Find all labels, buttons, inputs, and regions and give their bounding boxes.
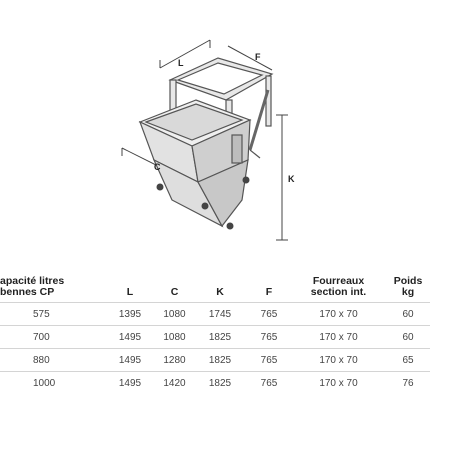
table-row xyxy=(0,349,430,372)
cell-fourreaux: 170 x 70 xyxy=(291,326,386,349)
cell-poids: 65 xyxy=(386,349,430,372)
header-k: K xyxy=(216,286,224,298)
table-row xyxy=(0,303,430,326)
cell-capacity: 880 xyxy=(0,349,104,372)
cell-f: 765 xyxy=(247,349,291,372)
header-fourreaux: Fourreaux section int. xyxy=(310,275,367,298)
skip-illustration xyxy=(110,30,310,245)
cell-f: 765 xyxy=(247,303,291,326)
header-poids: Poids kg xyxy=(393,275,423,298)
table-header-row xyxy=(0,274,430,303)
cell-l: 1495 xyxy=(104,326,156,349)
cell-l: 1395 xyxy=(104,303,156,326)
skip-technical-drawing xyxy=(110,30,310,245)
cell-k: 1825 xyxy=(193,349,247,372)
cell-poids: 60 xyxy=(386,326,430,349)
header-f: F xyxy=(265,286,273,298)
header-c: C xyxy=(170,286,179,298)
dimension-label-f: F xyxy=(255,52,261,62)
cell-c: 1080 xyxy=(156,326,193,349)
cell-k: 1825 xyxy=(193,326,247,349)
cell-c: 1080 xyxy=(156,303,193,326)
cell-f: 765 xyxy=(247,372,291,395)
cell-f: 765 xyxy=(247,326,291,349)
cell-c: 1420 xyxy=(156,372,193,395)
cell-fourreaux: 170 x 70 xyxy=(291,303,386,326)
cell-c: 1280 xyxy=(156,349,193,372)
header-l: L xyxy=(126,286,134,298)
table-row xyxy=(0,372,430,395)
dimension-label-l: L xyxy=(178,58,184,68)
dimension-label-c: C xyxy=(154,162,161,172)
header-capacity: apacité litres bennes CP xyxy=(0,275,65,298)
cell-poids: 76 xyxy=(386,372,430,395)
table-row xyxy=(0,326,430,349)
cell-k: 1825 xyxy=(193,372,247,395)
cell-l: 1495 xyxy=(104,349,156,372)
cell-fourreaux: 170 x 70 xyxy=(291,372,386,395)
cell-capacity: 1000 xyxy=(0,372,104,395)
cell-poids: 60 xyxy=(386,303,430,326)
cell-k: 1745 xyxy=(193,303,247,326)
cell-fourreaux: 170 x 70 xyxy=(291,349,386,372)
cell-capacity: 575 xyxy=(0,303,104,326)
cell-l: 1495 xyxy=(104,372,156,395)
cell-capacity: 700 xyxy=(0,326,104,349)
specifications-table xyxy=(0,274,430,394)
dimension-label-k: K xyxy=(288,174,295,184)
